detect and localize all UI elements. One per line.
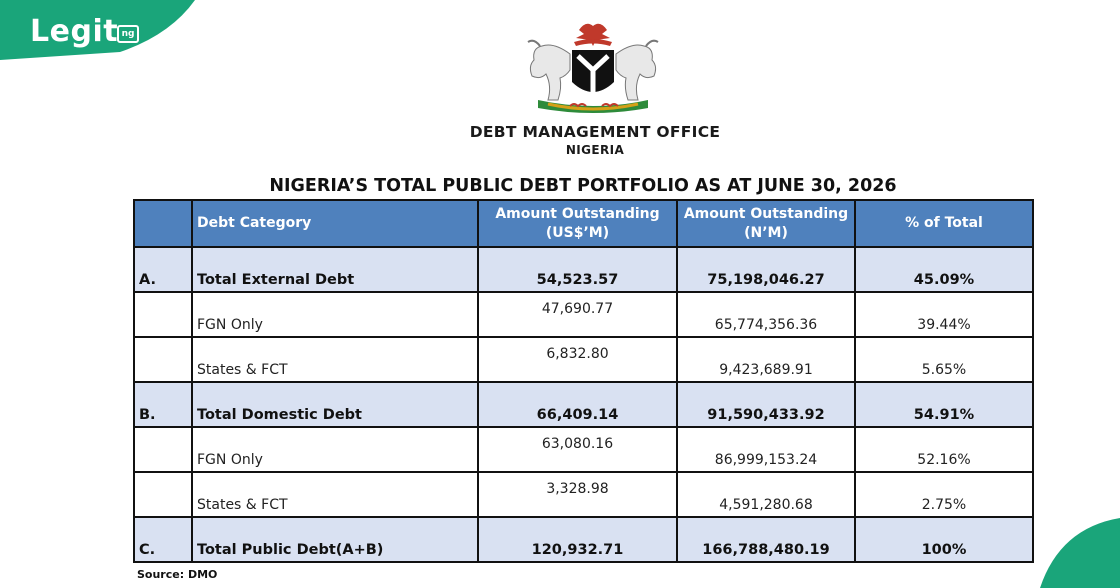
- row-letter: A.: [134, 247, 192, 292]
- column-header-pct: % of Total: [855, 200, 1033, 247]
- row-pct-value: 54.91%: [855, 382, 1033, 427]
- organization-country: NIGERIA: [565, 143, 625, 157]
- table-row: [134, 472, 1033, 517]
- source-note: Source: DMO: [137, 568, 218, 581]
- column-header-category: Debt Category: [192, 200, 478, 247]
- row-usd-value: 47,690.77: [478, 292, 677, 337]
- row-letter: [134, 292, 192, 337]
- row-letter: [134, 427, 192, 472]
- row-category: FGN Only: [192, 427, 478, 472]
- row-letter: C.: [134, 517, 192, 562]
- table-row: [134, 427, 1033, 472]
- column-header-ngn: [677, 200, 855, 247]
- row-category: States & FCT: [192, 472, 478, 517]
- row-ngn-value: 9,423,689.91: [677, 337, 855, 382]
- column-header-ngn-line1: Amount Outstanding: [683, 205, 849, 222]
- row-letter: B.: [134, 382, 192, 427]
- row-pct-value: 2.75%: [855, 472, 1033, 517]
- table-row: [134, 247, 1033, 292]
- row-category: Total Domestic Debt: [192, 382, 478, 427]
- row-usd-value: 120,932.71: [478, 517, 677, 562]
- row-ngn-value: 4,591,280.68: [677, 472, 855, 517]
- row-category: FGN Only: [192, 292, 478, 337]
- column-header-usd: [478, 200, 677, 247]
- document-title: NIGERIA’S TOTAL PUBLIC DEBT PORTFOLIO AS AT JUNE 30, 2026: [269, 176, 897, 196]
- row-ngn-value: 75,198,046.27: [677, 247, 855, 292]
- row-pct-value: 39.44%: [855, 292, 1033, 337]
- row-pct-value: 5.65%: [855, 337, 1033, 382]
- row-ngn-value: 86,999,153.24: [677, 427, 855, 472]
- table-row: [134, 337, 1033, 382]
- row-usd-value: 54,523.57: [478, 247, 677, 292]
- table-header-row: [134, 200, 1033, 247]
- row-usd-value: 63,080.16: [478, 427, 677, 472]
- row-letter: [134, 337, 192, 382]
- table-row: [134, 382, 1033, 427]
- legit-logo[interactable]: Legit: [30, 14, 119, 49]
- row-category: Total Public Debt(A+B): [192, 517, 478, 562]
- row-category: States & FCT: [192, 337, 478, 382]
- table-row: [134, 517, 1033, 562]
- row-ngn-value: 166,788,480.19: [677, 517, 855, 562]
- legit-logo-suffix: ng: [117, 25, 139, 43]
- row-pct-value: 45.09%: [855, 247, 1033, 292]
- decorative-corner-shape: [1020, 518, 1120, 588]
- organization-name: DEBT MANAGEMENT OFFICE: [469, 123, 721, 141]
- row-letter: [134, 472, 192, 517]
- nigeria-coat-of-arms-icon: [514, 20, 672, 116]
- row-ngn-value: 65,774,356.36: [677, 292, 855, 337]
- row-pct-value: 52.16%: [855, 427, 1033, 472]
- row-category: Total External Debt: [192, 247, 478, 292]
- row-usd-value: 66,409.14: [478, 382, 677, 427]
- row-usd-value: 3,328.98: [478, 472, 677, 517]
- row-ngn-value: 91,590,433.92: [677, 382, 855, 427]
- row-usd-value: 6,832.80: [478, 337, 677, 382]
- header-blank-cell: [134, 200, 192, 247]
- column-header-usd-line1: Amount Outstanding: [495, 205, 660, 222]
- column-header-ngn-line2: (N’M): [744, 224, 788, 241]
- row-pct-value: 100%: [855, 517, 1033, 562]
- debt-portfolio-table: [133, 199, 1034, 563]
- column-header-usd-line2: (US$’M): [545, 224, 610, 241]
- table-row: [134, 292, 1033, 337]
